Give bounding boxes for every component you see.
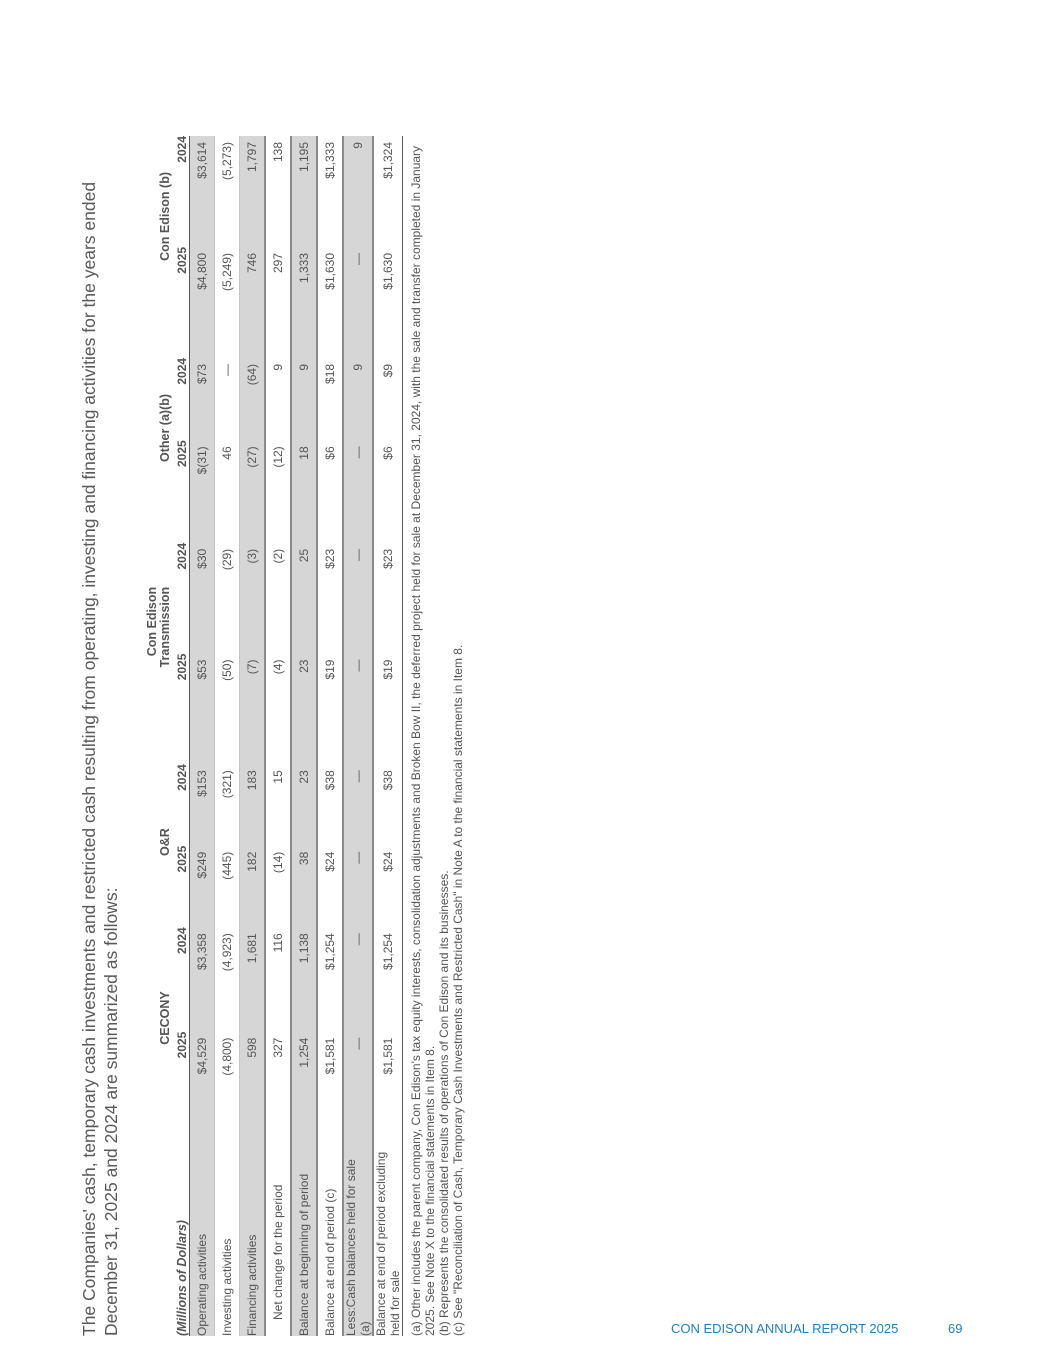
footnotes xyxy=(409,116,465,1336)
table-cell: (12) xyxy=(265,440,291,543)
table-cell: — xyxy=(343,927,373,1031)
table-cell: $4,529 xyxy=(190,1032,215,1136)
table-row-end-excluding-held xyxy=(373,136,403,1336)
table-cell: (3) xyxy=(240,543,266,654)
group-header-other: Other (a)(b) xyxy=(158,393,172,462)
table-cell: (50) xyxy=(215,654,240,765)
cash-flow-table xyxy=(146,136,403,1336)
table-cell: (5,273) xyxy=(215,136,240,247)
table-cell: 38 xyxy=(291,846,317,928)
table-cell: 1,681 xyxy=(240,927,266,1031)
table-cell: $9 xyxy=(373,358,403,440)
table-cell: $38 xyxy=(373,764,403,846)
table-cell: — xyxy=(343,846,373,928)
table-cell: $3,614 xyxy=(190,136,215,247)
table-row-net-change xyxy=(265,136,291,1336)
table-cell: 23 xyxy=(291,654,317,765)
table-cell: 1,333 xyxy=(291,247,317,358)
row-label: Investing activities xyxy=(215,1136,240,1336)
table-cell: $24 xyxy=(373,846,403,928)
year-header: 2025 xyxy=(172,654,190,765)
page-number: 69 xyxy=(948,1321,963,1336)
group-header-cecony: CECONY xyxy=(158,991,172,1045)
table-cell: (445) xyxy=(215,846,240,928)
table-cell: 9 xyxy=(343,358,373,440)
table-cell: $1,254 xyxy=(373,927,403,1031)
table-cell: 25 xyxy=(291,543,317,654)
footnote-a: (a) Other includes the parent company, Con Edison's tax equity interests, consolidation adjustments and Broken Bow II, the deferred project held for sale at December 31, 2024, with the sale and transfer completed in January 2025. See Note X to the financial statements in Item 8. xyxy=(409,145,437,1336)
year-header: 2024 xyxy=(172,358,190,440)
table-cell: $23 xyxy=(317,543,343,654)
table-cell: 18 xyxy=(291,440,317,543)
table-cell: $1,324 xyxy=(373,136,403,247)
group-header-or: O&R xyxy=(158,828,172,856)
table-cell: — xyxy=(343,247,373,358)
units-label: (Millions of Dollars) xyxy=(172,1136,190,1336)
footnote-c: (c) See "Reconciliation of Cash, Temporary Cash Investments and Restricted Cash" in Note A to the financial statements in Item 8. xyxy=(451,644,465,1336)
group-header-con-edison: Con Edison (b) xyxy=(158,172,172,261)
table-cell: 1,797 xyxy=(240,136,266,247)
table-cell: 9 xyxy=(291,358,317,440)
table-cell: 1,138 xyxy=(291,927,317,1031)
row-label: Operating activities xyxy=(190,1136,215,1336)
table-cell: $4,800 xyxy=(190,247,215,358)
table-cell: $30 xyxy=(190,543,215,654)
table-cell: $1,581 xyxy=(373,1032,403,1136)
table-cell: 746 xyxy=(240,247,266,358)
table-cell: — xyxy=(215,358,240,440)
table-cell: 182 xyxy=(240,846,266,928)
table-cell: $1,254 xyxy=(317,927,343,1031)
year-header: 2024 xyxy=(172,136,190,247)
row-label: Financing activities xyxy=(240,1136,266,1336)
table-cell: (4) xyxy=(265,654,291,765)
table-cell: $38 xyxy=(317,764,343,846)
year-header: 2025 xyxy=(172,440,190,543)
page-footer xyxy=(0,1321,1055,1337)
table-cell: (4,800) xyxy=(215,1032,240,1136)
table-cell: $1,333 xyxy=(317,136,343,247)
table-cell: (64) xyxy=(240,358,266,440)
table-row-financing xyxy=(240,136,266,1336)
table-cell: $23 xyxy=(373,543,403,654)
table-cell: — xyxy=(343,1032,373,1136)
table-cell: (5,249) xyxy=(215,247,240,358)
table-row-end-balance xyxy=(317,136,343,1336)
year-header: 2025 xyxy=(172,1032,190,1136)
table-cell: (4,923) xyxy=(215,927,240,1031)
table-cell: $19 xyxy=(317,654,343,765)
row-label: Balance at end of period excluding held for sale xyxy=(373,1136,403,1336)
table-cell: 138 xyxy=(265,136,291,247)
table-cell: $1,581 xyxy=(317,1032,343,1136)
table-cell: $1,630 xyxy=(317,247,343,358)
year-header: 2024 xyxy=(172,543,190,654)
intro-paragraph: The Companies' cash, temporary cash investments and restricted cash resulting from operating, investing and financing activities for the years ended December 31, 2025 and 2024 are summarized as follows: xyxy=(79,181,121,1336)
table-cell: $1,630 xyxy=(373,247,403,358)
table-cell: (29) xyxy=(215,543,240,654)
table-cell: $53 xyxy=(190,654,215,765)
table-cell: (14) xyxy=(265,846,291,928)
table-cell: 23 xyxy=(291,764,317,846)
row-label: Balance at end of period (c) xyxy=(317,1136,343,1336)
table-cell: — xyxy=(343,543,373,654)
year-header: 2025 xyxy=(172,247,190,358)
table-cell: $18 xyxy=(317,358,343,440)
table-cell: 327 xyxy=(265,1032,291,1136)
table-cell: (321) xyxy=(215,764,240,846)
table-cell: 9 xyxy=(265,358,291,440)
table-cell: $6 xyxy=(317,440,343,543)
year-header: 2025 xyxy=(172,846,190,928)
table-cell: $153 xyxy=(190,764,215,846)
table-cell: — xyxy=(343,654,373,765)
table-cell: 1,254 xyxy=(291,1032,317,1136)
footnote-b: (b) Represents the consolidated results of operations of Con Edison and its businesses. xyxy=(437,870,451,1336)
table-cell: — xyxy=(343,764,373,846)
table-cell: 297 xyxy=(265,247,291,358)
table-cell: — xyxy=(343,440,373,543)
table-row-investing xyxy=(215,136,240,1336)
table-row-operating xyxy=(190,136,215,1336)
table-cell: 598 xyxy=(240,1032,266,1136)
table-cell: (2) xyxy=(265,543,291,654)
table-cell: 1,195 xyxy=(291,136,317,247)
table-cell: 46 xyxy=(215,440,240,543)
table-cell: 116 xyxy=(265,927,291,1031)
year-header: 2024 xyxy=(172,764,190,846)
rotated-content xyxy=(78,116,508,1336)
table-cell: $6 xyxy=(373,440,403,543)
year-header-row xyxy=(172,136,190,1336)
table-cell: $73 xyxy=(190,358,215,440)
row-label: Net change for the period xyxy=(265,1136,291,1336)
table-cell: 15 xyxy=(265,764,291,846)
group-header-row xyxy=(146,136,172,1336)
table-cell: 9 xyxy=(343,136,373,247)
table-cell: (7) xyxy=(240,654,266,765)
table-cell: $3,358 xyxy=(190,927,215,1031)
table-cell: $249 xyxy=(190,846,215,928)
row-label: Balance at beginning of period xyxy=(291,1136,317,1336)
table-row-held-for-sale xyxy=(343,136,373,1336)
table-cell: $24 xyxy=(317,846,343,928)
table-cell: $(31) xyxy=(190,440,215,543)
table-cell: (27) xyxy=(240,440,266,543)
year-header: 2024 xyxy=(172,927,190,1031)
table-cell: $19 xyxy=(373,654,403,765)
table-row-beginning-balance xyxy=(291,136,317,1336)
group-header-transmission: Con Edison Transmission xyxy=(145,586,172,668)
row-label: Less:Cash balances held for sale (a) xyxy=(343,1136,373,1336)
report-title: CON EDISON ANNUAL REPORT 2025 xyxy=(671,1321,899,1336)
table-cell: 183 xyxy=(240,764,266,846)
